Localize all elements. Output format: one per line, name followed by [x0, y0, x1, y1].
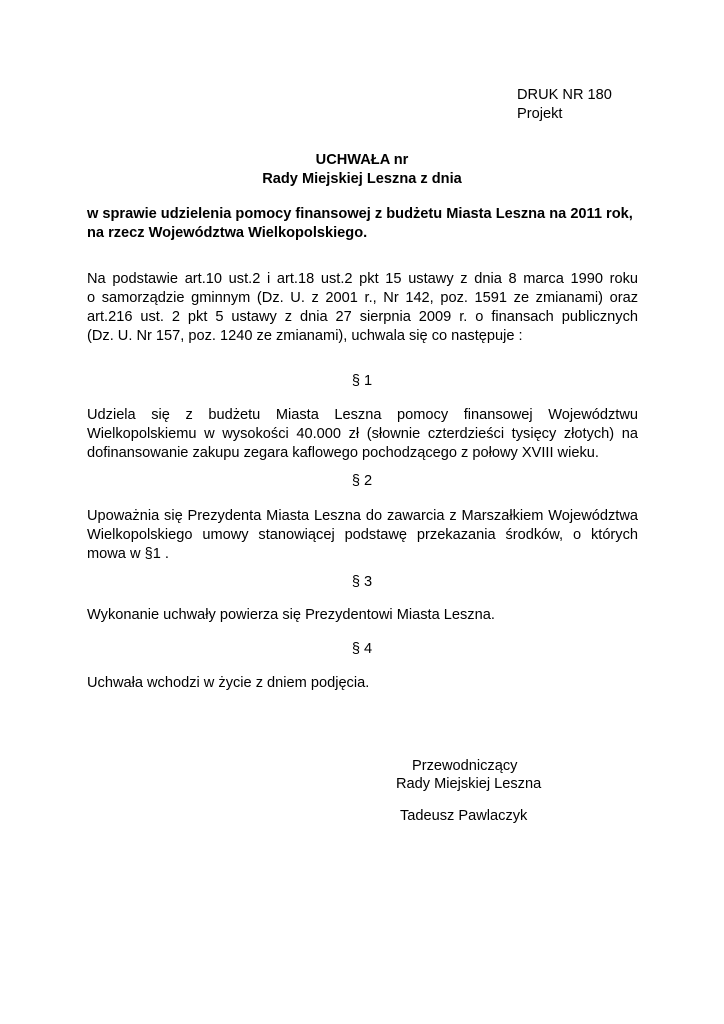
subject-line1: w sprawie udzielenia pomocy finansowej z budżetu Miasta Leszna na 2011 rok,	[87, 206, 633, 222]
legal-basis-line: (Dz. U. Nr 157, poz. 1240 ze zmianami), uchwala się co następuje :	[87, 328, 523, 344]
signature-body: Rady Miejskiej Leszna	[396, 776, 542, 792]
section-1-paragraph	[87, 406, 638, 463]
section-2-line: mowa w §1 .	[87, 546, 169, 562]
projekt-label: Projekt	[517, 106, 563, 122]
section-1-line: dofinansowanie zakupu zegara kaflowego pochodzącego z połowy XVIII wieku.	[87, 445, 599, 461]
signature-name: Tadeusz Pawlaczyk	[400, 808, 528, 824]
section-heading-1: § 1	[351, 373, 373, 389]
section-heading-4: § 4	[351, 641, 373, 657]
document-number-block	[517, 86, 612, 124]
legal-basis-line: o samorządzie gminnym (Dz. U. z 2001 r., Nr 142, poz. 1591 ze zmianami) oraz	[87, 290, 638, 306]
legal-basis-paragraph	[87, 270, 638, 346]
subject-line2: na rzecz Województwa Wielkopolskiego.	[87, 225, 368, 241]
resolution-title-line2: Rady Miejskiej Leszna z dnia	[262, 171, 462, 187]
legal-basis-line: art.216 ust. 2 pkt 5 ustawy z dnia 27 sierpnia 2009 r. o finansach publicznych	[87, 309, 638, 325]
resolution-subject	[87, 205, 647, 243]
resolution-title-line1: UCHWAŁA nr	[315, 152, 409, 168]
resolution-title	[0, 151, 724, 189]
section-3-paragraph	[87, 606, 638, 625]
legal-basis-line: Na podstawie art.10 ust.2 i art.18 ust.2 pkt 15 ustawy z dnia 8 marca 1990 roku	[87, 271, 638, 287]
signature-role: Przewodniczący	[412, 758, 518, 774]
section-4-paragraph	[87, 674, 638, 693]
section-4-line: Uchwała wchodzi w życie z dniem podjęcia.	[87, 675, 370, 691]
section-1-line: Wielkopolskiemu w wysokości 40.000 zł (słownie czterdzieści tysięcy złotych) na	[87, 426, 638, 442]
section-heading-2: § 2	[351, 473, 373, 489]
section-2-line: Wielkopolskiego umowy stanowiącej podstawę przekazania środków, o których	[87, 527, 638, 543]
section-1-line: Udziela się z budżetu Miasta Leszna pomocy finansowej Województwu	[87, 407, 638, 423]
section-heading-3: § 3	[351, 574, 373, 590]
druk-number: DRUK NR 180	[517, 87, 612, 103]
section-3-line: Wykonanie uchwały powierza się Prezydentowi Miasta Leszna.	[87, 607, 495, 623]
section-2-line: Upoważnia się Prezydenta Miasta Leszna do zawarcia z Marszałkiem Województwa	[87, 508, 638, 524]
section-2-paragraph	[87, 507, 638, 564]
